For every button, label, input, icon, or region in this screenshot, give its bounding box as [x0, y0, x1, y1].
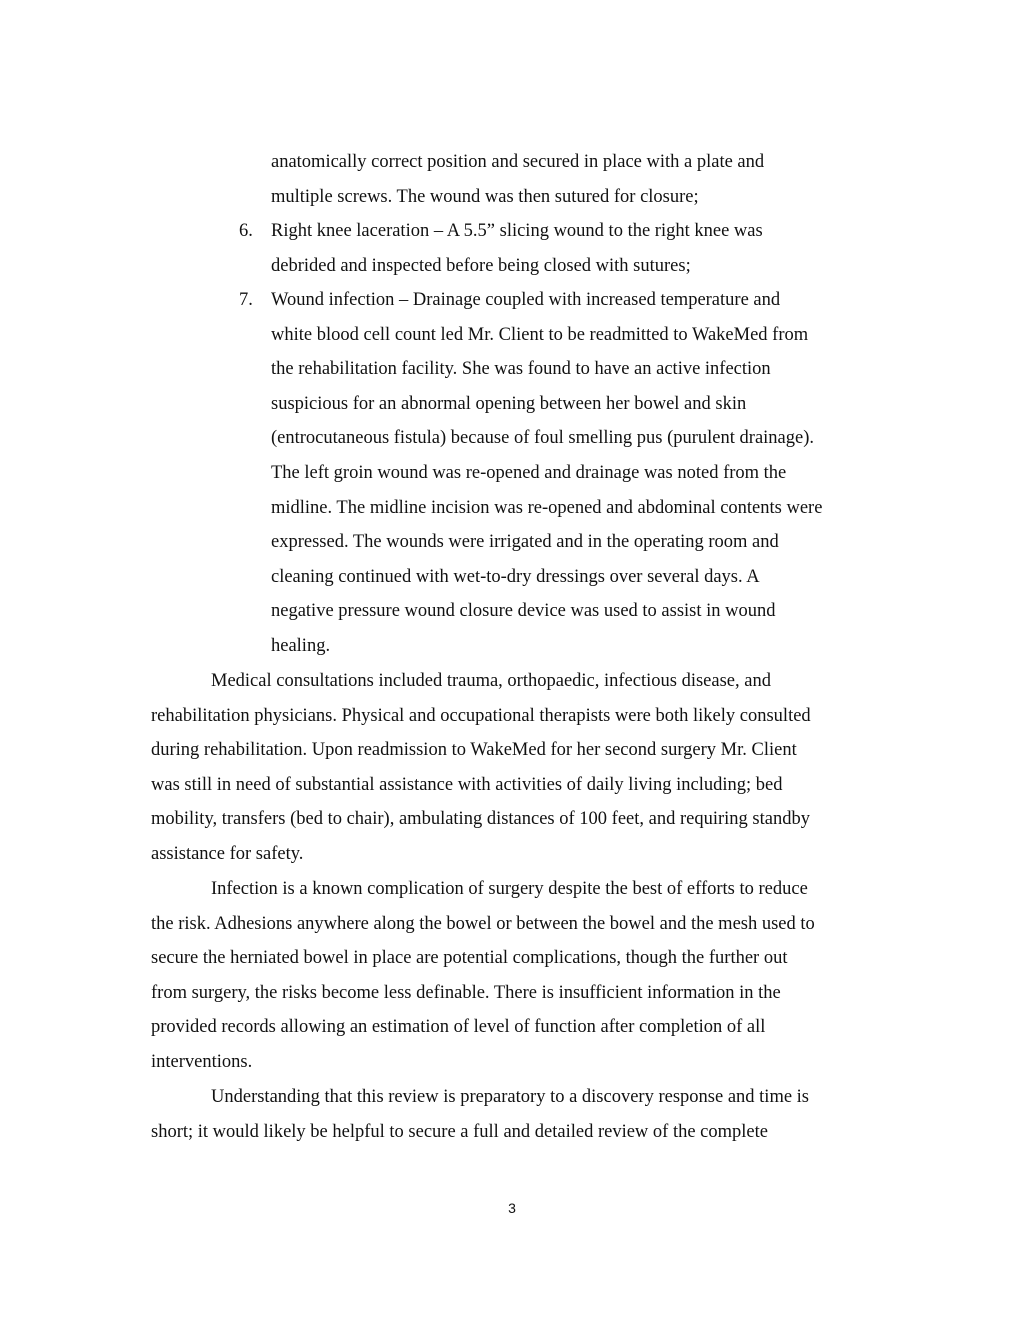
text-line: The left groin wound was re-opened and drainage was noted from the — [271, 462, 787, 483]
text-line: cleaning continued with wet-to-dry dressings over several days. A — [271, 566, 760, 587]
text-line: was still in need of substantial assistance with activities of daily living including; bed — [151, 774, 783, 795]
text-line: Right knee laceration – A 5.5” slicing wound to the right knee was — [271, 221, 763, 241]
text-line: expressed. The wounds were irrigated and in the operating room and — [271, 532, 779, 553]
text-line: suspicious for an abnormal opening between her bowel and skin — [271, 393, 747, 414]
page-number: 3 — [508, 1200, 516, 1216]
text-line: secure the herniated bowel in place are potential complications, though the further out — [151, 948, 788, 969]
text-line: debrided and inspected before being closed with sutures; — [271, 255, 691, 276]
text-line: provided records allowing an estimation of level of function after completion of all — [151, 1017, 766, 1038]
text-line: mobility, transfers (bed to chair), ambulating distances of 100 feet, and requiring standby — [151, 809, 810, 830]
text-line: midline. The midline incision was re-opened and abdominal contents were — [271, 497, 823, 518]
text-line: the rehabilitation facility. She was found to have an active infection — [271, 359, 771, 380]
text-line: short; it would likely be helpful to secure a full and detailed review of the complete — [151, 1121, 768, 1142]
text-line: multiple screws. The wound was then sutured for closure; — [271, 186, 699, 207]
text-line: assistance for safety. — [151, 843, 304, 864]
text-line: anatomically correct position and secured in place with a plate and — [271, 152, 765, 172]
body-paragraph — [151, 1080, 876, 1149]
list-item-number: 7. — [239, 290, 253, 310]
text-line: negative pressure wound closure device was used to assist in wound — [271, 601, 776, 622]
list-item-6 — [239, 214, 886, 283]
text-line: (entrocutaneous fistula) because of foul smelling pus (purulent drainage). — [271, 428, 815, 449]
list-item-number: 6. — [239, 221, 253, 241]
body-paragraph — [151, 664, 876, 872]
text-line: healing. — [271, 635, 331, 656]
text-line: during rehabilitation. Upon readmission to WakeMed for her second surgery Mr. Client — [151, 740, 797, 761]
text-line: Infection is a known complication of surgery despite the best of efforts to reduce — [211, 879, 808, 899]
text-line: Understanding that this review is preparatory to a discovery response and time is — [211, 1087, 810, 1107]
text-line: interventions. — [151, 1051, 253, 1072]
text-line: from surgery, the risks become less definable. There is insufficient information in the — [151, 982, 781, 1003]
list-item-7 — [239, 283, 886, 664]
list-item-continuation — [271, 145, 881, 214]
text-line: rehabilitation physicians. Physical and occupational therapists were both likely consulted — [151, 705, 811, 726]
text-line: white blood cell count led Mr. Client to be readmitted to WakeMed from — [271, 324, 809, 345]
text-line: the risk. Adhesions anywhere along the bowel or between the bowel and the mesh used to — [151, 913, 815, 934]
text-line: Medical consultations included trauma, orthopaedic, infectious disease, and — [211, 671, 771, 691]
body-paragraph — [151, 872, 876, 1080]
text-line: Wound infection – Drainage coupled with increased temperature and — [271, 290, 781, 310]
